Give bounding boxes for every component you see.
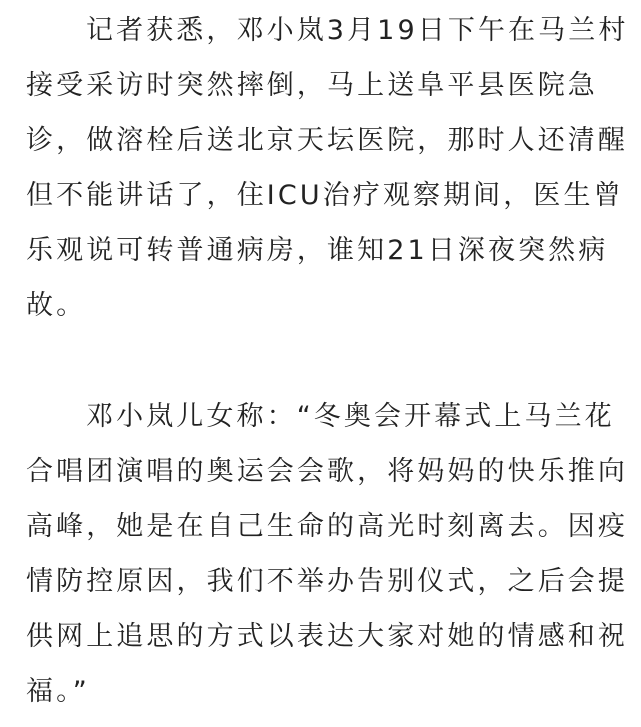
paragraph-1-line-2: 接受采访时突然摔倒，马上送阜平县医院急 bbox=[26, 70, 598, 101]
paragraph-1 bbox=[26, 3, 629, 333]
paragraph-2-line-6: 福。” bbox=[26, 676, 90, 707]
paragraph-1-line-3: 诊，做溶栓后送北京天坛医院，那时人还清醒 bbox=[26, 125, 628, 156]
paragraph-2-line-4: 情防控原因，我们不举办告别仪式，之后会提 bbox=[26, 566, 628, 597]
paragraph-2-line-5: 供网上追思的方式以表达大家对她的情感和祝 bbox=[26, 621, 628, 652]
paragraph-2 bbox=[26, 389, 626, 719]
paragraph-2-line-1: 邓小岚儿女称：“冬奥会开幕式上马兰花 bbox=[86, 401, 615, 432]
paragraph-spacer bbox=[26, 333, 626, 389]
article-body bbox=[26, 0, 629, 719]
paragraph-1-line-1: 记者获悉，邓小岚3月19日下午在马兰村 bbox=[86, 15, 629, 46]
paragraph-1-line-5: 乐观说可转普通病房，谁知21日深夜突然病 bbox=[26, 235, 609, 266]
paragraph-1-line-6: 故。 bbox=[26, 290, 87, 321]
paragraph-2-line-3: 高峰，她是在自己生命的高光时刻离去。因疫 bbox=[26, 511, 628, 542]
paragraph-2-line-2: 合唱团演唱的奥运会会歌，将妈妈的快乐推向 bbox=[26, 456, 628, 487]
paragraph-1-line-4: 但不能讲话了，住ICU治疗观察期间，医生曾 bbox=[26, 180, 624, 211]
